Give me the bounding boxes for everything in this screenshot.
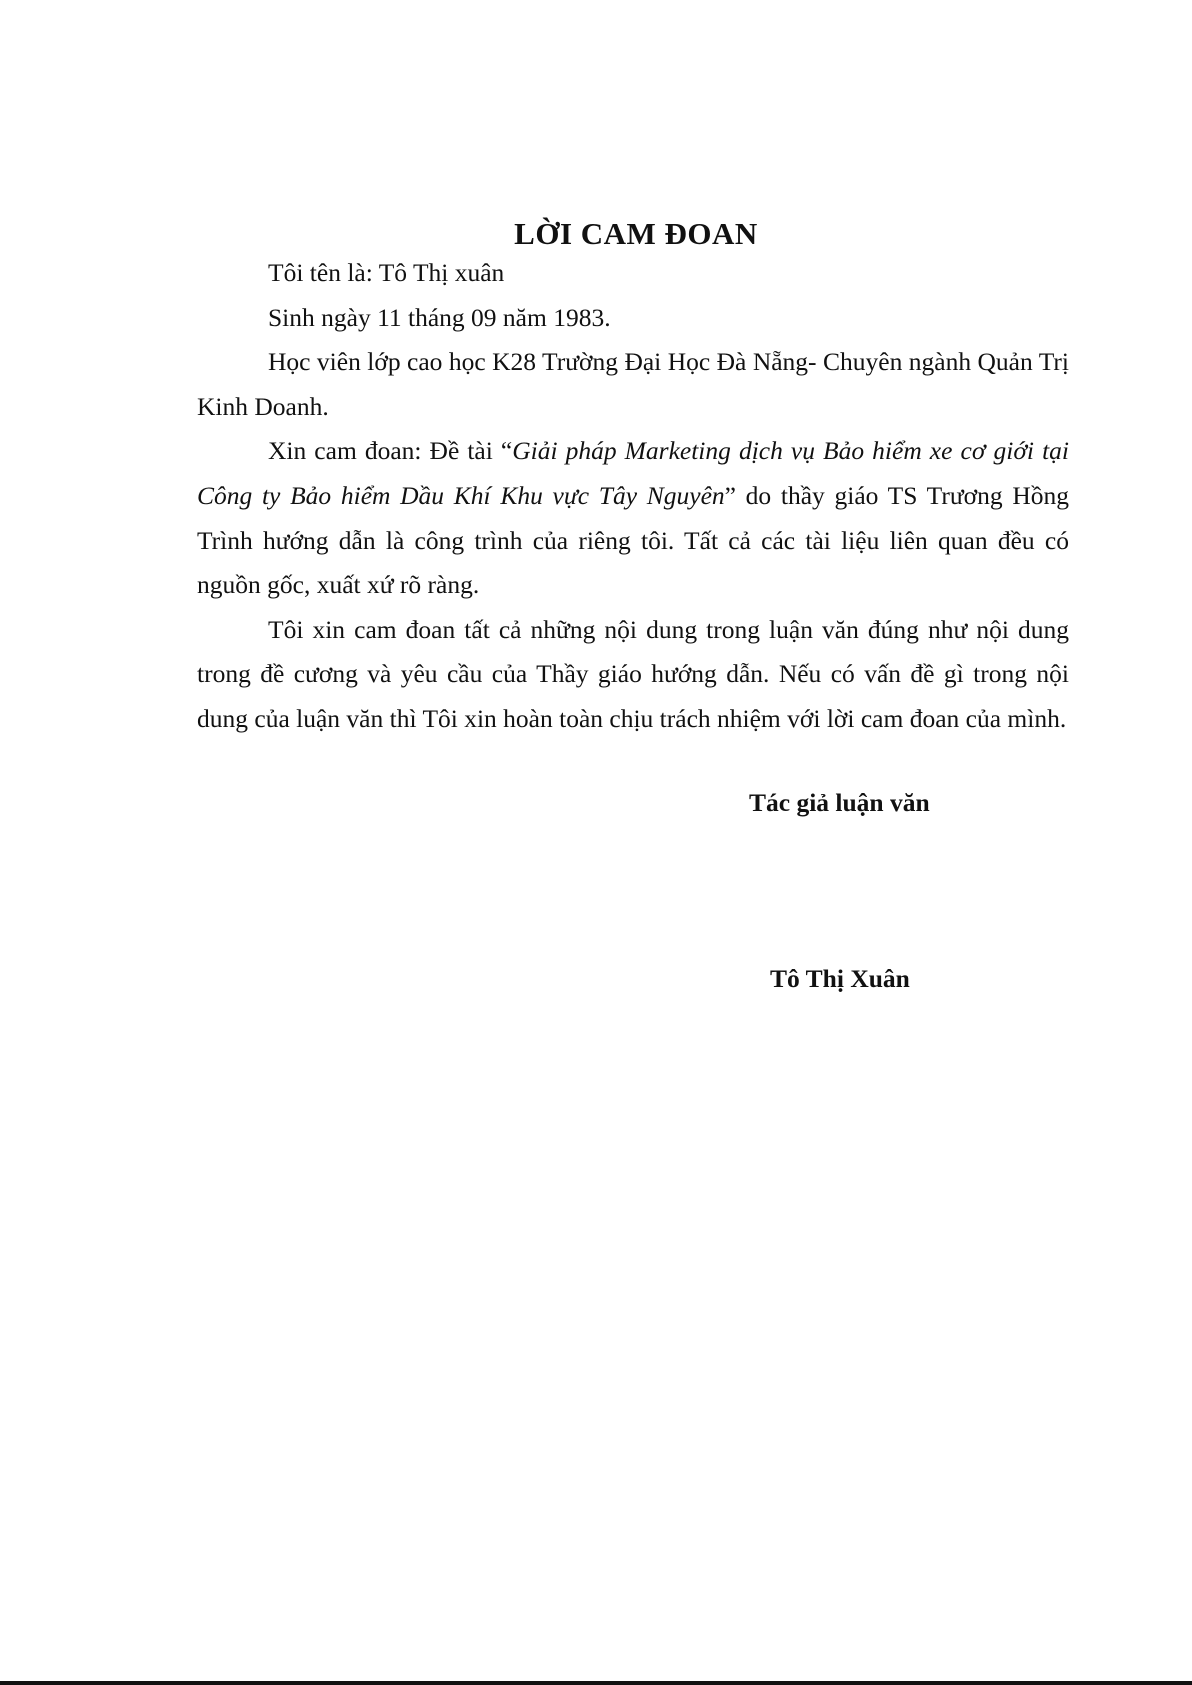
birth-date-paragraph: Sinh ngày 11 tháng 09 năm 1983. bbox=[268, 302, 611, 332]
declaration-body bbox=[197, 251, 1069, 742]
author-label: Tác giả luận văn bbox=[749, 788, 930, 817]
declaration-prefix: Xin cam đoan: Đề tài “ bbox=[268, 436, 513, 466]
declaration-suffix: ” do thầy giáo TS Trương Hồng Trình hướng dẫn là công trình của riêng tôi. Tất cả các tài liệu liên quan đều có nguồn gốc, xuất xứ rõ ràng. bbox=[197, 480, 1069, 600]
author-name: Tô Thị Xuân bbox=[770, 964, 910, 993]
class-paragraph: Học viên lớp cao học K28 Trường Đại Học Đà Nẵng- Chuyên ngành Quản Trị Kinh Doanh. bbox=[197, 347, 1069, 421]
thesis-topic: Giải pháp Marketing dịch vụ Bảo hiểm xe cơ giới tại Công ty Bảo hiểm Dầu Khí Khu vực Tây Nguyên bbox=[197, 436, 1069, 510]
name-paragraph: Tôi tên là: Tô Thị xuân bbox=[268, 258, 505, 287]
page-title: LỜI CAM ĐOAN bbox=[514, 215, 758, 251]
declaration-paragraph bbox=[197, 429, 1069, 607]
bottom-edge-rule bbox=[0, 1681, 1192, 1685]
commitment-paragraph: Tôi xin cam đoan tất cả những nội dung trong luận văn đúng như nội dung trong đề cương và yêu cầu của Thầy giáo hướng dẫn. Nếu có vấn đề gì trong nội dung của luận văn thì Tôi xin hoàn toàn chịu trách nhiệm với lời cam đoan của mình. bbox=[197, 614, 1069, 733]
